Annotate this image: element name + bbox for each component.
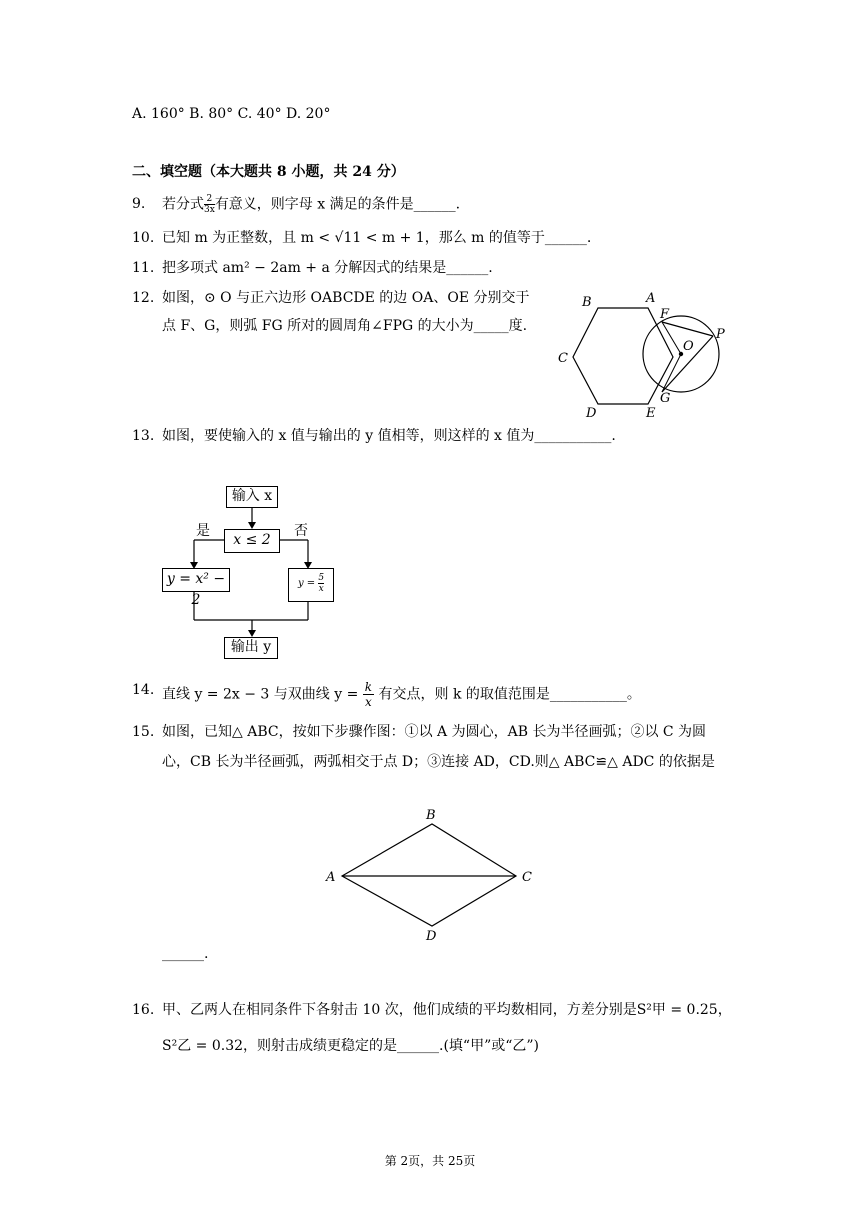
question-number: 10. [132, 230, 155, 246]
page-footer: 第 2页，共 25页 [384, 1154, 476, 1168]
fraction-numerator: k [364, 680, 373, 694]
fraction [363, 680, 374, 709]
label-c: C [522, 870, 532, 885]
question-text [162, 680, 641, 709]
question-text-line1: 甲、乙两人在相同条件下各射击 10 次，他们成绩的平均数相同，方差分别是S²甲 = 0.25， [162, 1002, 732, 1018]
label-b: B [426, 808, 436, 823]
flowchart-input-box: 输入 x [226, 486, 278, 508]
section-title: 二、填空题（本大题共 8 小题，共 24 分） [132, 164, 405, 180]
label-f: F [660, 307, 670, 322]
question-number: 12. [132, 290, 155, 306]
question-number: 13. [132, 428, 155, 444]
label-p: P [716, 327, 725, 342]
question-text-line1: 如图，⊙ O 与正六边形 OABCDE 的边 OA、OE 分别交于 [162, 290, 530, 306]
flowchart-left-formula-box: y = x² − 2 [162, 568, 230, 592]
label-d: D [426, 929, 437, 944]
question-16-line2: S²乙 = 0.32，则射击成绩更稳定的是______.(填“甲”或“乙”) [162, 1038, 540, 1054]
question-number: 14. [132, 682, 155, 698]
question-text [162, 194, 460, 215]
question-number: 11. [132, 260, 155, 276]
question-number: 16. [132, 1002, 155, 1018]
flowchart-yes-label: 是 [196, 523, 210, 539]
question-text-pre: 若分式 [162, 196, 204, 213]
label-b: B [582, 295, 592, 310]
right-formula-prefix: y = [297, 578, 319, 589]
label-a: A [646, 291, 656, 306]
question-text: 已知 m 为正整数，且 m < √11 < m + 1，那么 m 的值等于______. [162, 230, 592, 246]
flowchart-no-label: 否 [294, 523, 308, 539]
hexagon-circle-figure [548, 286, 738, 420]
label-a: A [326, 870, 336, 885]
question-text: 如图，要使输入的 x 值与输出的 y 值相等，则这样的 x 值为___________. [162, 428, 616, 444]
question-number: 15. [132, 724, 155, 740]
question-text-line1: 如图，已知△ ABC，按如下步骤作图：①以 A 为圆心，AB 长为半径画弧；②以 C 为圆 [162, 724, 707, 740]
label-c: C [558, 351, 568, 366]
right-formula-numerator: 5 [318, 573, 325, 583]
question-15-line3: ______. [162, 946, 209, 962]
question-text-post: 有交点，则 k 的取值范围是___________。 [374, 686, 641, 703]
flowchart-condition-box: x ≤ 2 [224, 529, 280, 553]
fraction-numerator: 2 [204, 194, 215, 205]
right-formula-fraction [318, 573, 324, 594]
question-number: 9. [132, 196, 146, 212]
question-15-line2: 心，CB 长为半径画弧，两弧相交于点 D；③连接 AD，CD.则△ ABC≌△ ADC 的依据是 [162, 754, 715, 770]
fraction [204, 194, 215, 215]
flowchart-output-box: 输出 y [224, 637, 278, 659]
question-12-line2: 点 F、G，则弧 FG 所对的圆周角∠FPG 的大小为_____度. [162, 318, 528, 334]
answer-options: A. 160° B. 80° C. 40° D. 20° [132, 106, 331, 122]
rhombus-shape [342, 824, 516, 926]
label-d: D [586, 406, 597, 420]
question-text-post: 有意义，则字母 x 满足的条件是______. [214, 196, 461, 213]
fraction-denominator: x [365, 695, 372, 709]
question-text: 把多项式 am² − 2am + a 分解因式的结果是______. [162, 260, 493, 276]
flowchart-right-formula-box [288, 568, 334, 602]
label-o: O [683, 339, 694, 354]
hexagon-shape [573, 308, 673, 404]
right-formula-denominator: x [318, 584, 324, 594]
flowchart [160, 482, 350, 662]
rhombus-figure [318, 806, 544, 944]
label-g: G [660, 391, 671, 406]
question-text-pre: 直线 y = 2x − 3 与双曲线 y = [162, 686, 363, 703]
fraction-denominator: 3x [204, 205, 215, 215]
label-e: E [646, 406, 656, 420]
